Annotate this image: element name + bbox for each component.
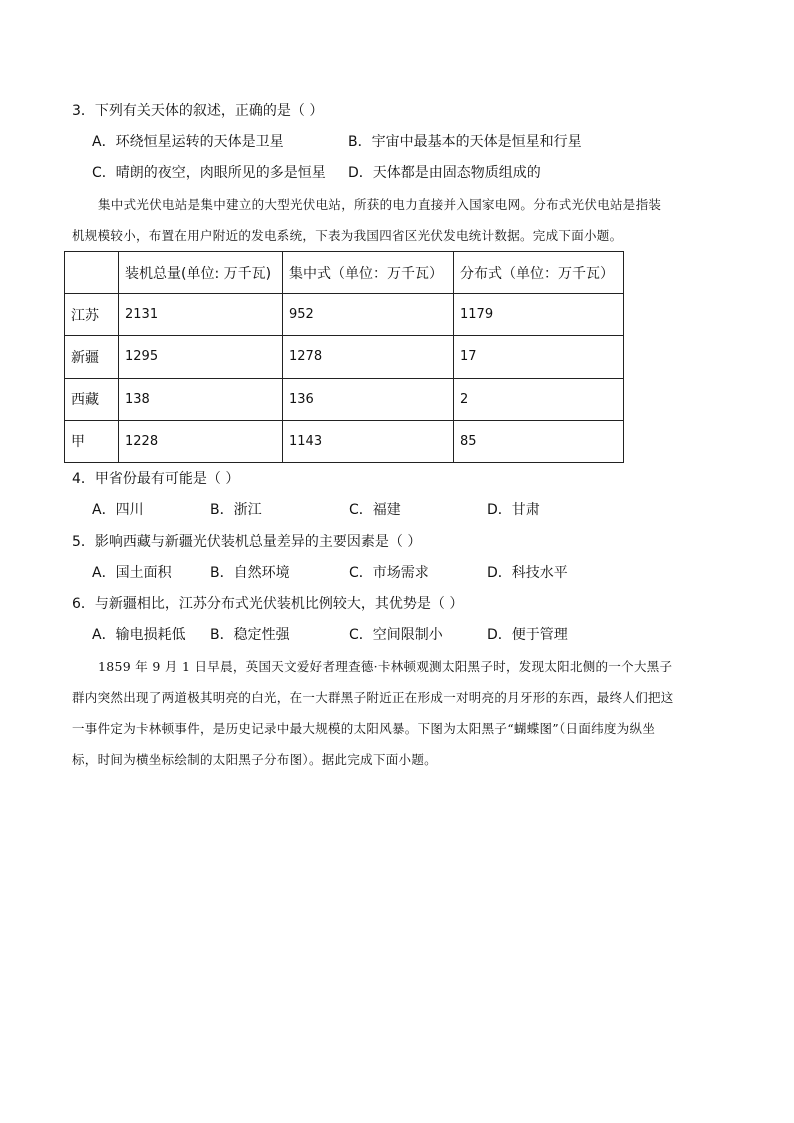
province-cell: 江苏 <box>65 294 119 336</box>
q3-option-b: B．宇宙中最基本的天体是恒星和行星 <box>348 134 582 150</box>
q5-option-d: D．科技水平 <box>487 565 568 581</box>
passage-carrington-line-4: 标，时间为横坐标绘制的太阳黑子分布图）。据此完成下面小题。 <box>72 752 437 767</box>
table-row <box>65 378 624 420</box>
province-cell: 甲 <box>65 420 119 462</box>
passage-carrington <box>72 651 726 775</box>
passage-carrington-line-3: 一事件定为卡林顿事件，是历史记录中最大规模的太阳风暴。下图为太阳黑子“蝴蝶图”（日面纬度为纵坐 <box>72 721 656 736</box>
q5-option-b: B．自然环境 <box>210 565 290 581</box>
table-header-row <box>65 252 624 294</box>
question-4-stem: 4．甲省份最有可能是（ ） <box>72 471 240 487</box>
passage-solar-line-1: 集中式光伏电站是集中建立的大型光伏电站，所获的电力直接并入国家电网。分布式光伏电站是指装 <box>98 197 662 212</box>
passage-carrington-line-2: 群内突然出现了两道极其明亮的白光，在一大群黑子附近正在形成一对明亮的月牙形的东西，最终人们把这 <box>72 690 674 705</box>
table-cell: 17 <box>454 336 624 378</box>
table-cell: 1295 <box>119 336 283 378</box>
q4-option-a: A．四川 <box>92 502 144 518</box>
province-cell: 西藏 <box>65 378 119 420</box>
table-row <box>65 294 624 336</box>
q4-option-c: C．福建 <box>349 502 401 518</box>
table-cell: 952 <box>283 294 454 336</box>
table-cell: 2 <box>454 378 624 420</box>
province-cell: 新疆 <box>65 336 119 378</box>
q6-option-d: D．便于管理 <box>487 627 568 643</box>
question-3-stem: 3．下列有关天体的叙述，正确的是（ ） <box>72 103 324 119</box>
question-5-stem: 5．影响西藏与新疆光伏装机总量差异的主要因素是（ ） <box>72 534 422 550</box>
table-header-cell <box>65 252 119 294</box>
q4-option-b: B．浙江 <box>210 502 262 518</box>
q3-option-c: C．晴朗的夜空，肉眼所见的多是恒星 <box>92 165 326 181</box>
table-cell: 1179 <box>454 294 624 336</box>
table-header-cell: 集中式（单位：万千瓦） <box>283 252 454 294</box>
q3-option-d: D．天体都是由固态物质组成的 <box>348 165 541 181</box>
table-row <box>65 336 624 378</box>
q5-option-a: A．国土面积 <box>92 565 172 581</box>
table-header-cell: 装机总量(单位: 万千瓦) <box>119 252 283 294</box>
q5-option-c: C．市场需求 <box>349 565 429 581</box>
solar-data-table <box>64 251 624 463</box>
table-header-cell: 分布式（单位：万千瓦） <box>454 252 624 294</box>
q6-option-a: A．输电损耗低 <box>92 627 186 643</box>
table-row <box>65 420 624 462</box>
passage-solar-line-2: 机规模较小，布置在用户附近的发电系统，下表为我国四省区光伏发电统计数据。完成下面小题。 <box>72 228 623 243</box>
table-cell: 85 <box>454 420 624 462</box>
passage-solar <box>72 189 726 251</box>
table-cell: 1143 <box>283 420 454 462</box>
question-6-stem: 6．与新疆相比，江苏分布式光伏装机比例较大，其优势是（ ） <box>72 596 464 612</box>
q3-option-a: A．环绕恒星运转的天体是卫星 <box>92 134 284 150</box>
table-cell: 136 <box>283 378 454 420</box>
q4-option-d: D．甘肃 <box>487 502 540 518</box>
table-cell: 2131 <box>119 294 283 336</box>
q6-option-b: B．稳定性强 <box>210 627 290 643</box>
table-cell: 1228 <box>119 420 283 462</box>
passage-carrington-line-1: 1859 年 9 月 1 日早晨，英国天文爱好者理查德·卡林顿观测太阳黑子时，发现太阳北侧的一个大黑子 <box>98 659 673 674</box>
table-cell: 1278 <box>283 336 454 378</box>
q6-option-c: C．空间限制小 <box>349 627 443 643</box>
table-cell: 138 <box>119 378 283 420</box>
